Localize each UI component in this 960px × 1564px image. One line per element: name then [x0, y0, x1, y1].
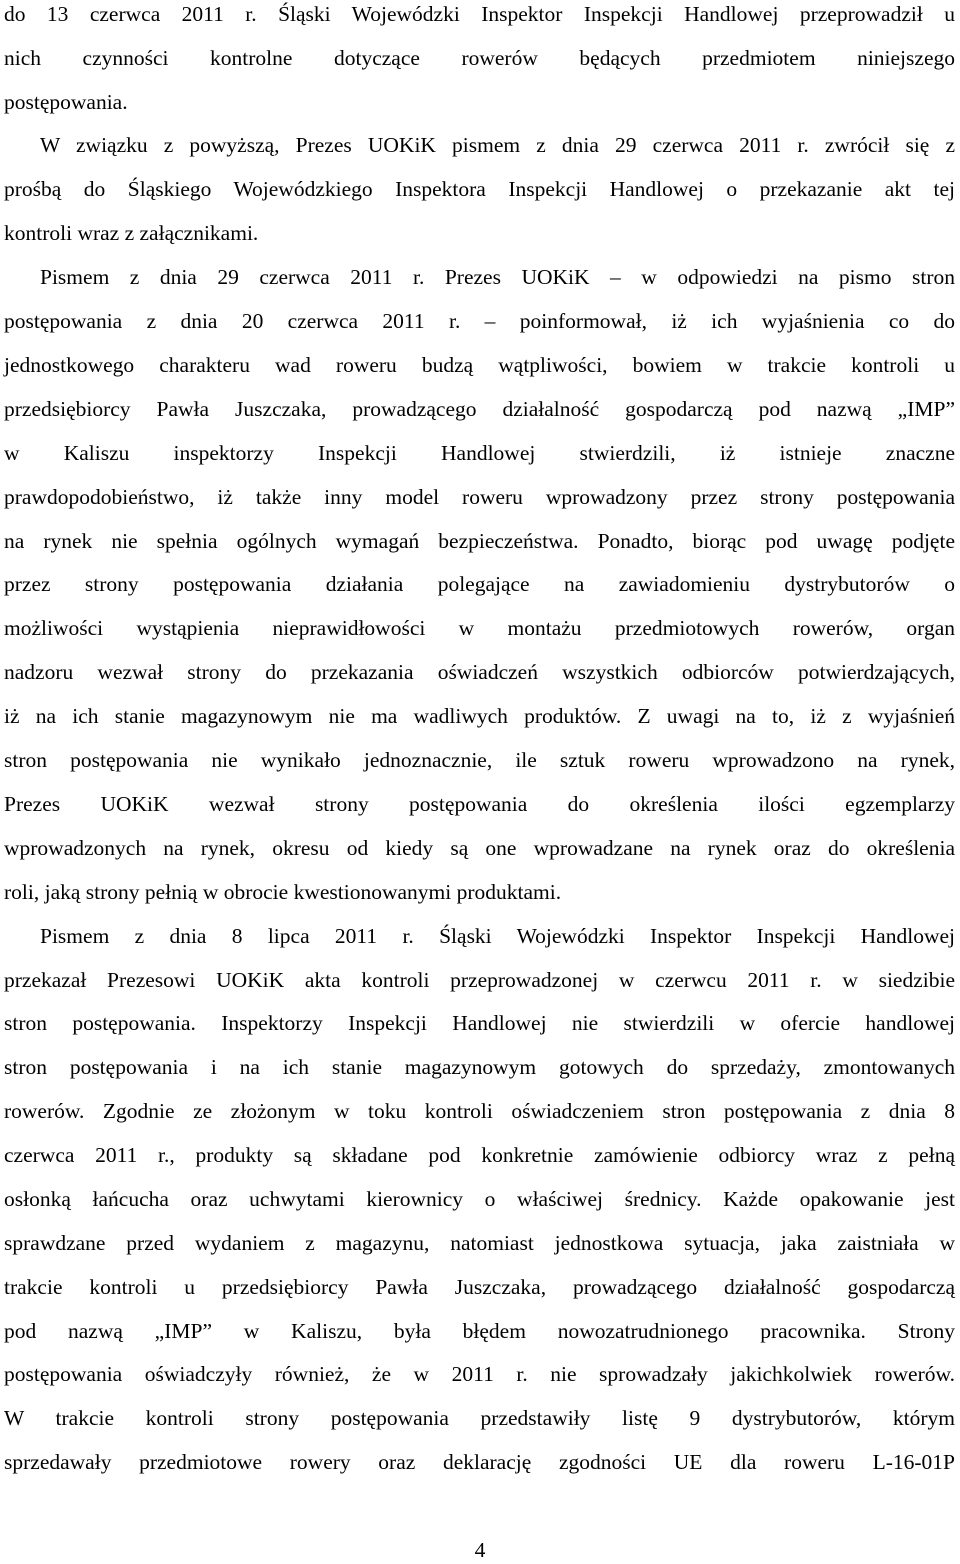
text-line: pod nazwą „IMP” w Kaliszu, była błędem nowozatrudnionego pracownika. Strony: [4, 1319, 955, 1343]
text-line: przedsiębiorcy Pawła Juszczaka, prowadzącego działalność gospodarczą pod nazwą „IMP”: [4, 397, 955, 421]
text-line: nadzoru wezwał strony do przekazania oświadczeń wszystkich odbiorców potwierdzających,: [4, 660, 955, 684]
text-line: iż na ich stanie magazynowym nie ma wadliwych produktów. Z uwagi na to, iż z wyjaśnień: [4, 704, 955, 728]
text-line: Pismem z dnia 8 lipca 2011 r. Śląski Wojewódzki Inspektor Inspekcji Handlowej: [40, 924, 955, 948]
text-line: roli, jaką strony pełnią w obrocie kwestionowanymi produktami.: [4, 880, 562, 904]
text-line: rowerów. Zgodnie ze złożonym w toku kontroli oświadczeniem stron postępowania z dnia 8: [4, 1099, 955, 1123]
text-line: kontroli wraz z załącznikami.: [4, 221, 259, 245]
text-line: możliwości wystąpienia nieprawidłowości w montażu przedmiotowych rowerów, organ: [4, 616, 955, 640]
text-line: przekazał Prezesowi UOKiK akta kontroli przeprowadzonej w czerwcu 2011 r. w siedzibie: [4, 968, 955, 992]
text-line: do 13 czerwca 2011 r. Śląski Wojewódzki Inspektor Inspekcji Handlowej przeprowadził u: [4, 2, 955, 26]
text-line: postępowania oświadczyły również, że w 2011 r. nie sprowadzały jakichkolwiek rowerów.: [4, 1362, 955, 1386]
text-line: w Kaliszu inspektorzy Inspekcji Handlowej stwierdzili, iż istnieje znaczne: [4, 441, 955, 465]
text-line: przez strony postępowania działania polegające na zawiadomieniu dystrybutorów o: [4, 572, 955, 596]
text-line: na rynek nie spełnia ogólnych wymagań bezpieczeństwa. Ponadto, biorąc pod uwagę podjęte: [4, 529, 955, 553]
text-line: sprawdzane przed wydaniem z magazynu, natomiast jednostkowa sytuacja, jaka zaistniała w: [4, 1231, 955, 1255]
text-line: stron postępowania nie wynikało jednoznacznie, ile sztuk roweru wprowadzono na rynek,: [4, 748, 955, 772]
text-line: Prezes UOKiK wezwał strony postępowania do określenia ilości egzemplarzy: [4, 792, 955, 816]
text-line: osłonką łańcucha oraz uchwytami kierownicy o właściwej średnicy. Każde opakowanie jest: [4, 1187, 955, 1211]
text-line: W trakcie kontroli strony postępowania przedstawiły listę 9 dystrybutorów, którym: [4, 1406, 955, 1430]
text-line: postępowania z dnia 20 czerwca 2011 r. – poinformował, iż ich wyjaśnienia co do: [4, 309, 955, 333]
text-line: prośbą do Śląskiego Wojewódzkiego Inspektora Inspekcji Handlowej o przekazanie akt tej: [4, 177, 955, 201]
text-line: wprowadzonych na rynek, okresu od kiedy są one wprowadzane na rynek oraz do określenia: [4, 836, 955, 860]
text-line: stron postępowania i na ich stanie magazynowym gotowych do sprzedaży, zmontowanych: [4, 1055, 955, 1079]
text-line: prawdopodobieństwo, iż także inny model roweru wprowadzony przez strony postępowania: [4, 485, 955, 509]
text-line: W związku z powyższą, Prezes UOKiK pismem z dnia 29 czerwca 2011 r. zwrócił się z: [40, 133, 955, 157]
text-line: trakcie kontroli u przedsiębiorcy Pawła Juszczaka, prowadzącego działalność gospodarczą: [4, 1275, 955, 1299]
text-line: nich czynności kontrolne dotyczące rowerów będących przedmiotem niniejszego: [4, 46, 955, 70]
text-line: Pismem z dnia 29 czerwca 2011 r. Prezes UOKiK – w odpowiedzi na pismo stron: [40, 265, 955, 289]
text-line: sprzedawały przedmiotowe rowery oraz deklarację zgodności UE dla roweru L-16-01P: [4, 1450, 955, 1474]
text-line: jednostkowego charakteru wad roweru budzą wątpliwości, bowiem w trakcie kontroli u: [4, 353, 955, 377]
text-line: czerwca 2011 r., produkty są składane pod konkretnie zamówienie odbiorcy wraz z pełną: [4, 1143, 955, 1167]
text-line: stron postępowania. Inspektorzy Inspekcji Handlowej nie stwierdzili w ofercie handlowej: [4, 1011, 955, 1035]
text-line: postępowania.: [4, 90, 128, 114]
page-number: 4: [474, 1538, 486, 1562]
